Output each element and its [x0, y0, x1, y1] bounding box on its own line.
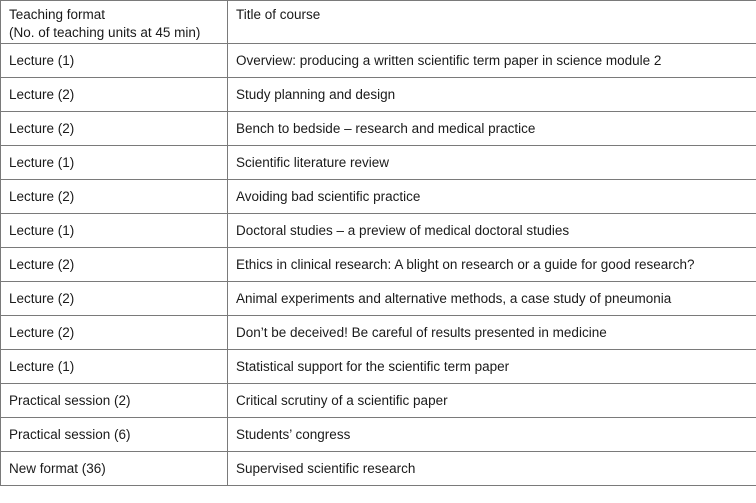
table-row	[1, 282, 756, 316]
cell-format: Lecture (2)	[1, 248, 228, 282]
cell-format: Lecture (2)	[1, 282, 228, 316]
table-row	[1, 248, 756, 282]
table-row	[1, 180, 756, 214]
table-row	[1, 78, 756, 112]
table-row	[1, 418, 756, 452]
header-teaching-format-line1: Teaching format	[9, 7, 106, 22]
cell-title: Scientific literature review	[228, 146, 756, 180]
table-row	[1, 44, 756, 78]
cell-format: Practical session (6)	[1, 418, 228, 452]
cell-title: Doctoral studies – a preview of medical doctoral studies	[228, 214, 756, 248]
table-row	[1, 112, 756, 146]
cell-format: Practical session (2)	[1, 384, 228, 418]
cell-format: Lecture (1)	[1, 146, 228, 180]
header-teaching-format	[1, 1, 228, 44]
table-row	[1, 214, 756, 248]
table-row	[1, 384, 756, 418]
cell-title: Supervised scientific research	[228, 452, 756, 486]
header-row	[1, 1, 756, 44]
header-teaching-format-line2: (No. of teaching units at 45 min)	[9, 25, 201, 40]
cell-title: Critical scrutiny of a scientific paper	[228, 384, 756, 418]
table-row	[1, 452, 756, 486]
cell-format: Lecture (1)	[1, 214, 228, 248]
table-row	[1, 146, 756, 180]
cell-title: Avoiding bad scientific practice	[228, 180, 756, 214]
table-row	[1, 316, 756, 350]
cell-format: Lecture (2)	[1, 112, 228, 146]
cell-title: Bench to bedside – research and medical practice	[228, 112, 756, 146]
cell-title: Ethics in clinical research: A blight on research or a guide for good research?	[228, 248, 756, 282]
cell-format: New format (36)	[1, 452, 228, 486]
cell-title: Don’t be deceived! Be careful of results presented in medicine	[228, 316, 756, 350]
header-title-of-course: Title of course	[228, 1, 756, 44]
cell-title: Students’ congress	[228, 418, 756, 452]
table-row	[1, 350, 756, 384]
cell-format: Lecture (2)	[1, 78, 228, 112]
cell-format: Lecture (2)	[1, 316, 228, 350]
cell-title: Statistical support for the scientific term paper	[228, 350, 756, 384]
cell-title: Study planning and design	[228, 78, 756, 112]
cell-format: Lecture (1)	[1, 350, 228, 384]
cell-format: Lecture (2)	[1, 180, 228, 214]
cell-title: Overview: producing a written scientific term paper in science module 2	[228, 44, 756, 78]
cell-format: Lecture (1)	[1, 44, 228, 78]
cell-title: Animal experiments and alternative methods, a case study of pneumonia	[228, 282, 756, 316]
